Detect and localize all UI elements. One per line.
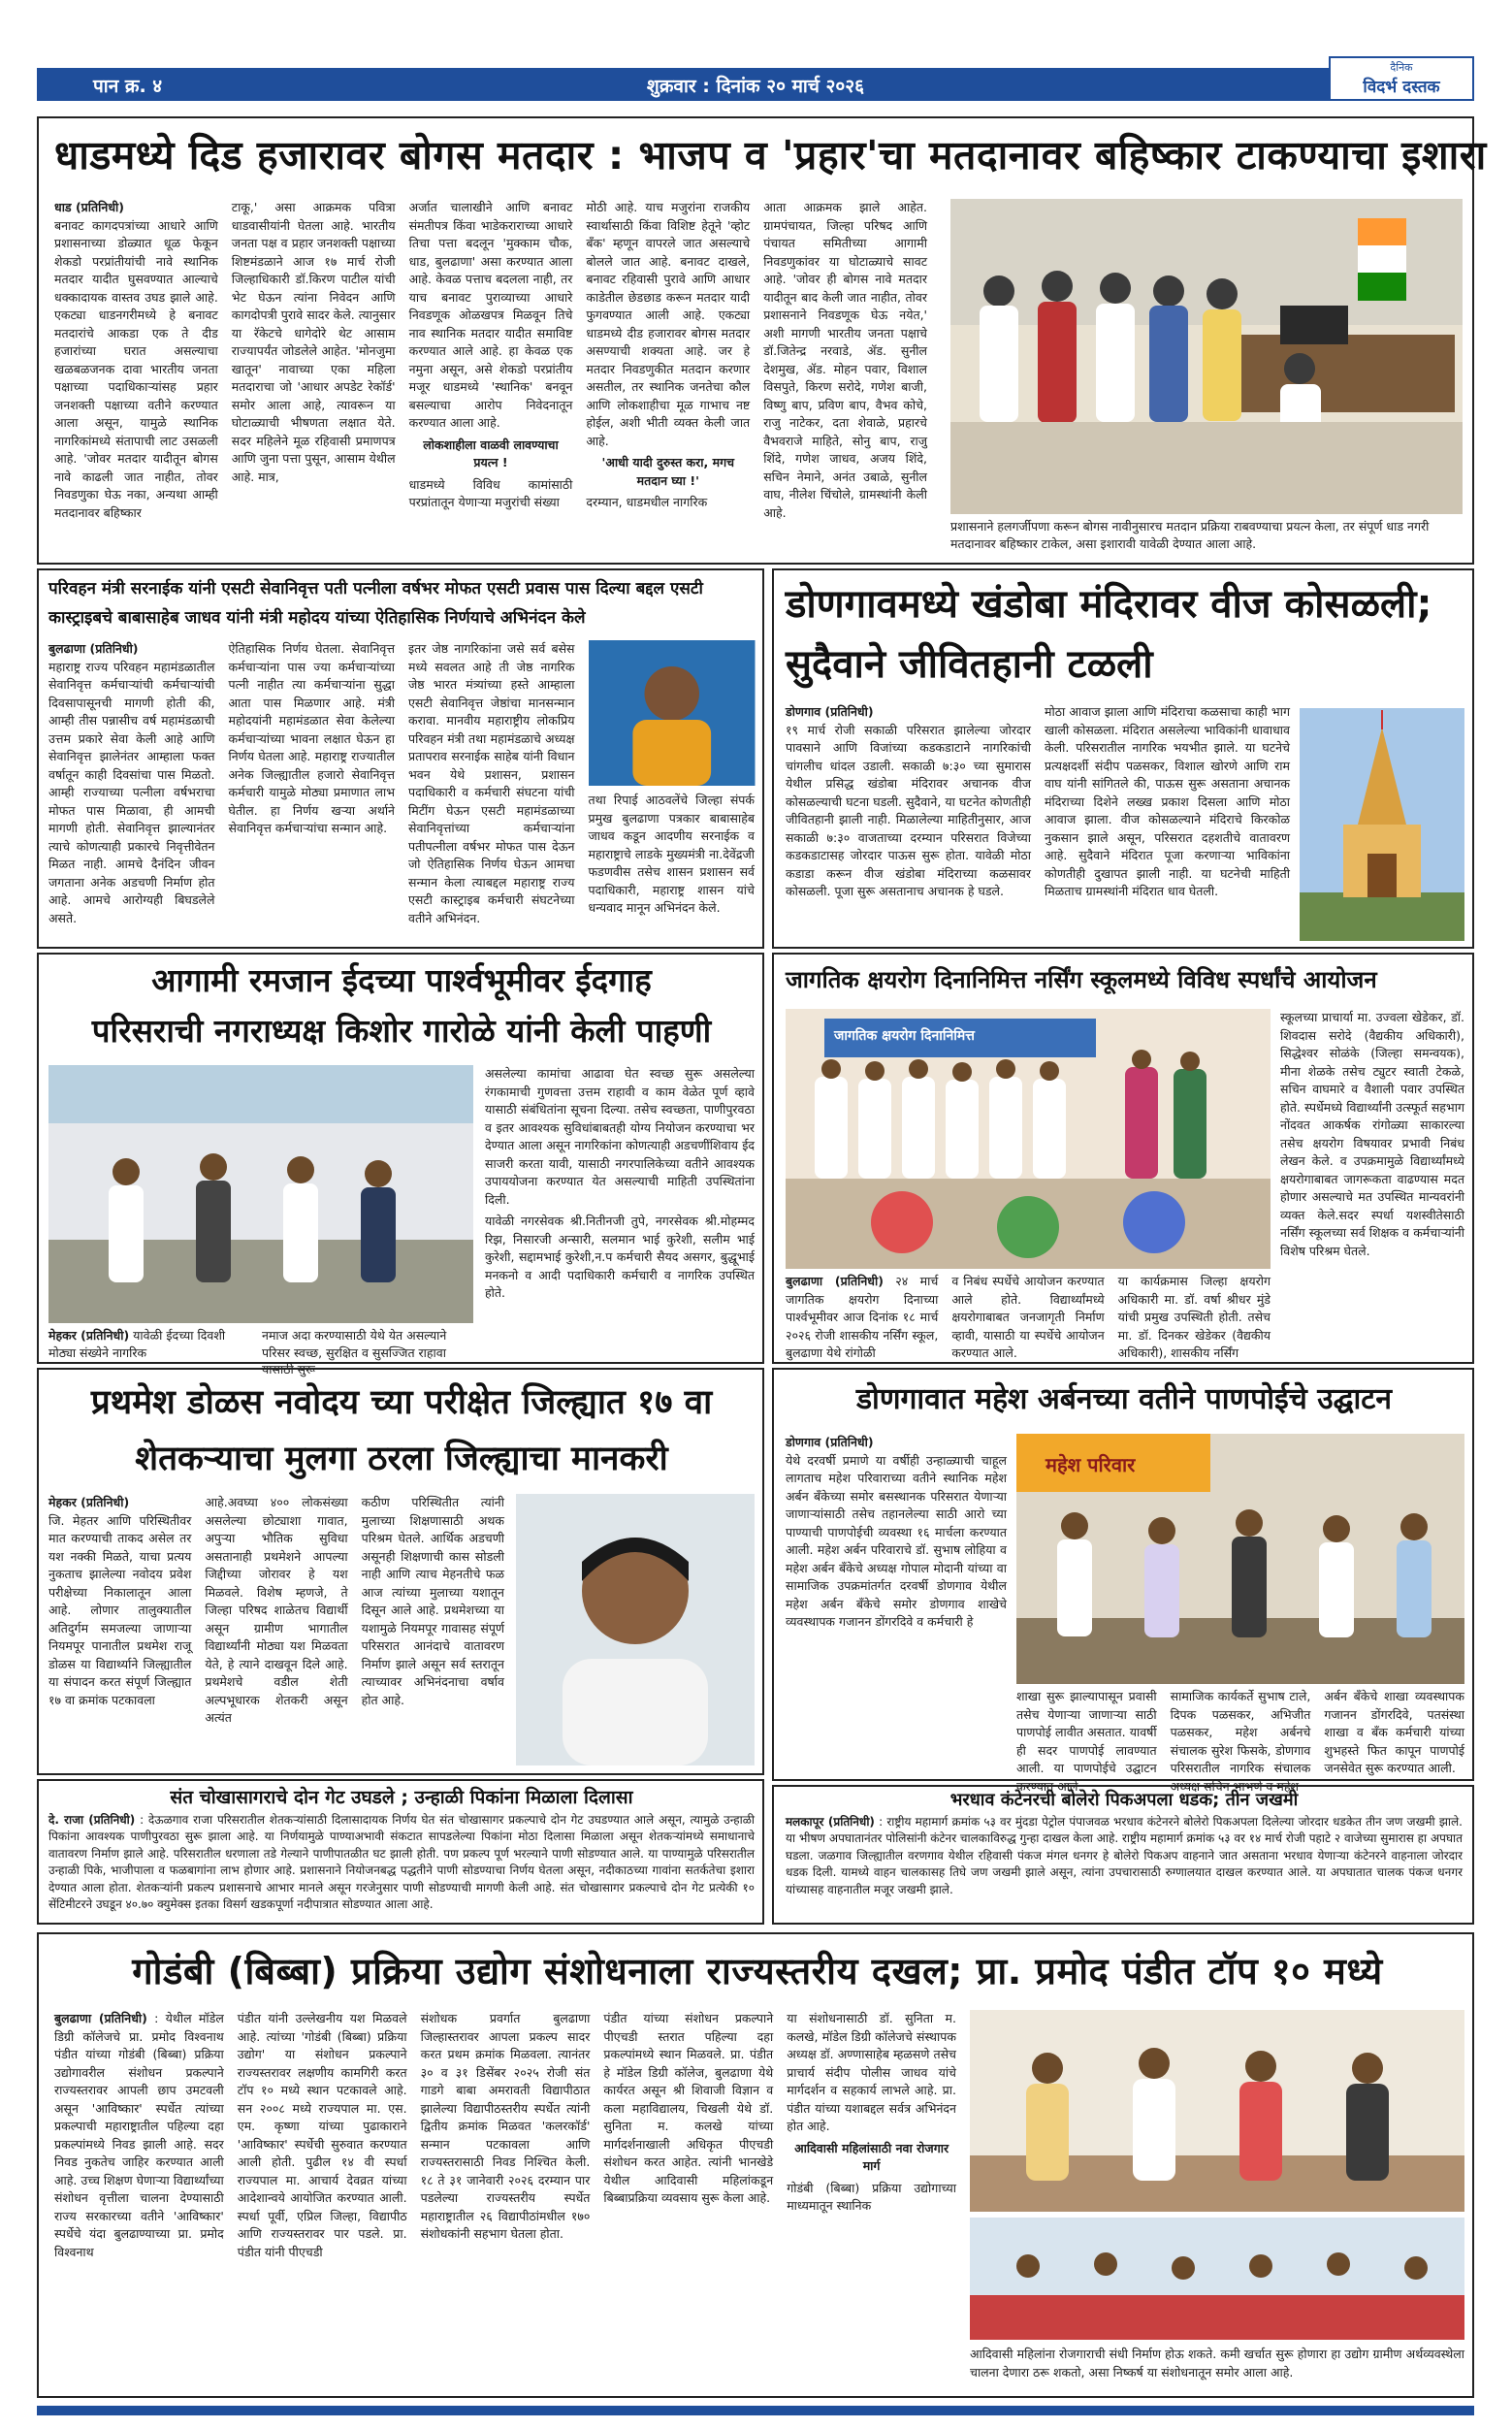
photo-nursing-students — [786, 1009, 1271, 1269]
headline-st-pass: परिवहन मंत्री सरनाईक यांनी एसटी सेवानिवृत्त पती पत्नीला वर्षभर मोफत एसटी प्रवास पास दिल्या बद्दल एसटी कास्ट्राइबचे बाबासाहेब जाधव यांनी मंत्री महोदय यांच्या ऐतिहासिक निर्णयाचे अभिनंदन केले — [48, 579, 703, 628]
headline-eidgah-line2: परिसराची नगराध्यक्ष किशोर गारोळे यांनी केली पाहणी — [91, 1012, 712, 1050]
dateline: डोणगाव (प्रतिनिधी) — [786, 1435, 874, 1449]
story-text: जि. मेहतर आणि परिस्थितीवर मात करण्याची ताकद असेल तर यश नक्की मिळते, याचा प्रत्यय नुकताच झालेल्या नवोदय प्रवेश परीक्षेच्या निकालातून आला आहे. लोणार तालुक्यातील अतिदुर्गम समजल्या जाणाऱ्या नियमपूर पानातील प्रथमेश राजू डोळस या विद्यार्थ्याने जिल्ह्यातील या संपादन करत संपूर्ण जिल्ह्यात १७ वा क्रमांक पटकावला — [48, 1512, 192, 1707]
story-text: अर्बन बँकेचे शाखा व्यवस्थापक गजानन डोंगरदिवे, पतसंस्था शाखा व बँक कर्मचारी यांच्या शुभहस्ते फित कापून पाणपोई जनसेवेत सुरू करण्यात आली. — [1324, 1689, 1464, 1775]
story-text: तथा रिपाई आठवलेंचे जिल्हा संपर्क प्रमुख बुलढाणा पत्रकार बाबासाहेब जाधव कडून आदणीय सरनाईक व महाराष्ट्राचे लाडके मुख्यमंत्री ना.देवेंद्रजी फडणवीस तसेच शासन प्रशासन सर्व पदाधिकारी, महाराष्ट्र शासन यांचे धन्यवाद मानून अभिनंदन केले. — [588, 793, 755, 915]
story5-col-4 — [1280, 1009, 1464, 1358]
story-text: आहे.अवघ्या ४०० लोकसंख्या असलेल्या छोट्याशा गावात, अपुऱ्या भौतिक सुविधा असतानाही प्रथमेशने आपल्या जिद्दीच्या जोरावर हे यश मिळवले. विशेष म्हणजे, ते जिल्हा परिषद शाळेतच विद्यार्थी असून ग्रामीण भागातील विद्यार्थ्यांनी मोठ्या यश मिळवता येते, हे त्याने दाखवून दिले आहे. प्रथमेशचे वडील शेती अल्पभूधारक शेतकरी असून अत्यंत — [205, 1495, 348, 1725]
story-text: २४ मार्च जागतिक क्षयरोग दिनाच्या पार्श्वभूमीवर आज दिनांक १८ मार्च २०२६ रोजी शासकीय नर्सिंग स्कूल, बुलढाणा येथे रांगोळी — [786, 1274, 939, 1360]
story-text: कठीण परिस्थितीत त्यांनी मुलाच्या शिक्षणासाठी अथक परिश्रम घेतले. आर्थिक अडचणी असूनही शिक्षणाची कास सोडली नाही आणि त्याच मेहनतीचे फळ आज त्यांच्या मुलाच्या यशातून दिसून आले आहे. प्रथमेशच्या या यशामुळे नियमपूर गावासह संपूर्ण परिसरात आनंदाचे वातावरण निर्माण झाले असून सर्व स्तरातून त्याच्यावर अभिनंदनाचा वर्षाव होत आहे. — [361, 1495, 504, 1707]
story1-col-1 — [54, 199, 218, 556]
footer-bar — [37, 2406, 1474, 2415]
story-text: सामाजिक कार्यकर्ते सुभाष टाले, दिपक पळसकर, अभिजीत पळसकर, महेश अर्बनचे संचालक सुरेश फिसके, डोणगाव परिसरातील नागरिक संचालक अध्यक्ष सचिन भाभणे व महेश — [1170, 1689, 1311, 1794]
story5-side-column — [1280, 1009, 1464, 1358]
story-text: स्कूलच्या प्राचार्या मा. उज्वला खेडेकर, डॉ. शिवदास सरोदे (वैद्यकीय अधिकारी), सिद्धेश्वर सोळंके (जिल्हा समन्वयक), मीना शेळके तसेच ट्युटर स्वाती टेकळे, सचिन वाघमारे व वैशाली पवार उपस्थित होते. स्पर्धेमध्ये विद्यार्थ्यांनी उत्स्फूर्त सहभाग नोंदवत आकर्षक रांगोळ्या साकारल्या तसेच क्षयरोग विषयावर प्रभावी निबंध लेखन केले. व उपक्रमामुळे विद्यार्थ्यांमध्ये क्षयरोगाबाबत जागरूकता वाढण्यास मदत होणार असल्याचे मत उपस्थित मान्यवरांनी व्यक्त केले.सदर स्पर्धा यशस्वीतेसाठी नर्सिंग स्कूलच्या सर्व शिक्षक व कर्मचाऱ्यांनी विशेष परिश्रम घेतले. — [1280, 1010, 1464, 1258]
story8-col-2 — [1016, 1688, 1157, 1799]
photo-panpoi-inauguration — [1016, 1434, 1464, 1684]
subheading: आदिवासी महिलांसाठी नवा रोजगार मार्ग — [794, 2140, 949, 2173]
dateline: बुलढाणा (प्रतिनिधी) — [786, 1274, 884, 1288]
caption-text: यावेळी ईदच्या दिवशी मोठ्या संख्येने नागरिक — [48, 1328, 226, 1360]
story2-col-4 — [589, 640, 756, 941]
dateline: बुलढाणा (प्रतिनिधी) — [54, 2011, 147, 2025]
dateline: बुलढाणा (प्रतिनिधी) — [48, 641, 139, 656]
headline-lightning: डोणगावमध्ये खंडोबा मंदिरावर वीज कोसळली; सुदैवाने जीवितहानी टळली — [786, 582, 1432, 687]
story2-columns — [48, 640, 755, 941]
photo-banner-text: जागतिक क्षयरोग दिनानिमित्त — [834, 1028, 975, 1044]
story6-columns — [48, 1494, 504, 1765]
story-text: : राष्ट्रीय महामार्ग क्रमांक ५३ वर मुंदडा पेट्रोल पंपाजवळ भरधाव कंटेनरने बोलेरो पिकअपला दिलेल्या जोरदार धडकेत तीन जण जखमी झाले. या भीषण अपघातानंतर पोलिसांनी कंटेनर चालकाविरुद्ध गुन्हा दाखल केला आहे. राष्ट्रीय महामार्ग क्रमांक ५३ वर १४ मार्च रोजी पहाटे २ वाजेच्या सुमारास हा अपघात घडला. जळगाव जिल्ह्यातील वरणगाव येथील रहिवासी पंकज मंगल धनगर हे बोलेरो पिकअप वाहनाने जात असताना भरधाव येणाऱ्या कंटेनरने वाहनाला जोरदार धडक दिली. यामध्ये वाहन चालकासह तिघे जण जखमी झाले असून, त्यांना उपचारासाठी रुग्णालयात दाखल करण्यात आले. या अपघातात चालक पंकज धनगर यांच्यासह वाहनातील मजूर जखमी झाले. — [786, 1815, 1463, 1896]
subheading: 'आधी यादी दुरुस्त करा, मगच मतदान घ्या !' — [601, 455, 735, 488]
story8-left-column — [786, 1434, 1007, 1773]
photo-babasaheb-jadhav — [589, 640, 756, 786]
story1-col-5 — [763, 199, 927, 556]
story9-text-block — [786, 1814, 1463, 1921]
story-text: ऐतिहासिक निर्णय घेतला. सेवानिवृत्त कर्मचाऱ्यांना पास ज्या कर्मचाऱ्यांच्या पत्नी नाहीत त्या कर्मचाऱ्यांना सुद्धा आता पास मिळणार आहे. मंत्री महोदयांनी महामंडळात सेवा केलेल्या कर्मचाऱ्यांच्या भावना लक्षात घेऊन हा निर्णय घेतला आहे. महाराष्ट्र राज्यातील अनेक जिल्ह्यातील हजारो सेवानिवृत्त कर्मचारी यामुळे मोठ्या प्रमाणात लाभ घेतील. हा निर्णय खऱ्या अर्थाने सेवानिवृत्त कर्मचाऱ्यांचा सन्मान आहे. — [228, 641, 395, 835]
story-text: बनावट कागदपत्रांच्या आधारे आणि प्रशासनाच्या डोळ्यात धूळ फेकून शेकडो परप्रांतीयांची नावे स्थानिक मतदार यादीत घुसवण्यात आल्याचे धक्कादायक वास्तव उघड झाले आहे. एकट्या धाडनगरीमध्ये हे बनावट मतदारांचे आकडा एक ते दीड हजारांच्या घरात असल्याचा खळबळजनक दावा भारतीय जनता पक्षाच्या पदाधिकाऱ्यांसह प्रहार जनशक्ती पक्षाच्या वतीने करण्यात आला असून, यामुळे स्थानिक नागरिकांमध्ये संतापाची लाट उसळली आहे. 'जोवर मतदार यादीतून बोगस नावे काढली जात नाहीत, तोवर निवडणुका घेऊ नका, अन्यथा आम्ही मतदानावर बहिष्कार — [54, 217, 218, 520]
story6-col-1 — [48, 1494, 191, 1765]
story-text: या कार्यक्रमास जिल्हा क्षयरोग अधिकारी मा. डॉ. वर्षा श्रीधर मुंडे यांची प्रमुख उपस्थिती होती. तसेच मा. डॉ. दिनकर खेडेकर (वैद्यकीय अधिकारी), शासकीय नर्सिंग — [1117, 1274, 1271, 1360]
story1-col-3 — [409, 199, 573, 556]
story5-col-2 — [951, 1273, 1104, 1367]
story8-col-1 — [786, 1434, 1007, 1773]
story10-columns — [54, 2010, 956, 2388]
story5-col-1 — [786, 1273, 938, 1367]
story6-col-2 — [205, 1494, 347, 1765]
story-text: आता आक्रमक झाले आहेत. ग्रामपंचायत, जिल्हा परिषद आणि पंचायत समितीच्या आगामी निवडणुकांवर या घोटाळ्याचे सावट आहे. 'जोवर ही बोगस नावे मतदार यादीतून बाद केली जात नाहीत, तोवर प्रशासनाने निवडणूक घेऊ नयेत,' अशी मागणी भारतीय जनता पक्षाचे डॉ.जितेन्द्र नरवाडे, ॲड. सुनील देशमुख, ॲड. मोहन पवार, विशाल विसपुते, किरण सरोदे, गणेश बाजी, विष्णु बाप, प्रविण बाप, वैभव कोचे, राजु नाटेकर, दता शेवाळे, प्रहारचे वैभवराजे माहिते, सोनु बाप, राजु शिंदे, गणेश जाधव, अजय शिंदे, सचिन नेमाने, अनंत उबाळे, सुनील वाघ, नीलेश चिंचोले, ग्रामस्थांनी केली आहे. — [763, 200, 927, 520]
headline-tb-day: जागतिक क्षयरोग दिनानिमित्त नर्सिंग स्कूलमध्ये विविध स्पर्धांचे आयोजन — [786, 966, 1377, 993]
story5-col-3 — [1118, 1273, 1271, 1367]
story2-col-3 — [408, 640, 575, 941]
story4-dateline-caption — [48, 1327, 248, 1360]
story3-col-2 — [1045, 703, 1290, 941]
story-text: दरम्यान, धाडमधील नागरिक — [586, 495, 708, 509]
story-text: : येथील मॉडेल डिग्री कॉलेजचे प्रा. प्रमोद विश्वनाथ पंडीत यांच्या गोडंबी (बिब्बा) प्रक्रिया उद्योगावरील संशोधन प्रकल्पाने राज्यस्तरावर आपली छाप उमटवली असून 'आविष्कार' स्पर्धेत त्यांच्या प्रकल्पाची महाराष्ट्रातील पहिल्या दहा प्रकल्पांमध्ये निवड झाली आहे. सदर निवड नुकतेच जाहिर करण्यात आली आहे. उच्च शिक्षण घेणाऱ्या विद्यार्थ्यांच्या संशोधन वृत्तीला चालना देण्यासाठी राज्य सरकारच्या वतीने 'आविष्कार' स्पर्धेचे यंदा बुलढाण्याच्या प्रा. प्रमोद विश्वनाथ — [54, 2011, 224, 2259]
story-text: मोठी आहे. याच मजुरांना राजकीय स्वार्थासाठी किंवा विशिष्ट हेतूने 'व्होट बँक' म्हणून वापरले जात असल्याचे बोलले जात आहे. बनावट दाखले, बनावट रहिवासी पुरावे आणि आधार काडेतील छेडछाड करून मतदार यादी फुगवण्यात आली आहे. एकट्या धाडमध्ये दीड हजारावर बोगस मतदार असण्याची शक्यता आहे. जर हे मतदार निवडणुकीत मतदान करणार असतील, तर स्थानिक जनतेचा कौल आणि लोकशाहीचा मूळ गाभाच नष्ट होईल, अशी भीती व्यक्त केली जात आहे. — [586, 200, 751, 448]
story1-col-2 — [232, 199, 396, 556]
story2-col-1 — [48, 640, 215, 941]
headline-godambi: गोडंबी (बिब्बा) प्रक्रिया उद्योग संशोधनाला राज्यस्तरीय दखल; प्रा. प्रमोद पंडीत टॉप १० मध्ये — [132, 1950, 1383, 1992]
photo-delegation-office — [950, 199, 1463, 514]
story-text: १९ मार्च रोजी सकाळी परिसरात झालेल्या जोरदार पावसाने आणि विजांच्या कडकडाटाने नागरिकांची चांगलीच धांदल उडाली. सकाळी ७:३० च्या सुमारास येथील प्रसिद्ध खंडोबा मंदिरावर अचानक वीज कोसळल्याची घटना घडली. सुदैवाने, या घटनेत कोणतीही जीवितहानी झाली नाही. मिळालेल्या माहितीनुसार, आज सकाळी ७:३० वाजताच्या दरम्यान परिसरात विजेच्या कडकडाटासह जोरदार पाऊस सुरू होता. यावेळी मोठा कडाडा करून वीज खंडोबा मंदिराच्या कळसावर कोसळली. पूजा सुरू असतानाच अचानक हे घडले. — [786, 722, 1031, 898]
dateline: धाड (प्रतिनिधी) — [54, 200, 124, 214]
story7-text-block — [48, 1812, 755, 1919]
story-text: अर्जात चालाखीने आणि बनावट संमतीपत्र किंवा भाडेकराराच्या आधारे तिचा पत्ता बदलून 'मुक्काम चौक, धाड, बुलढाणा' असा करण्यात आला आहे. केवळ पत्ताच बदलला नाही, तर याच बनावट पुराव्याच्या आधारे निवडणूक ओळखपत्र मिळवून तिचे नाव स्थानिक मतदार यादीत समाविष्ट करण्यात आले आहे. हा केवळ एक नमुना असून, असे शेकडो परप्रांतीय मजूर धाडमध्ये 'स्थानिक' बनवून बसल्याचा आरोप निवेदनातून करण्यात आला आहे. — [408, 200, 573, 430]
story10-col-5 — [787, 2010, 956, 2388]
story3-col-1 — [786, 703, 1031, 941]
story-text: व निबंध स्पर्धेचे आयोजन करण्यात आले होते. विद्यार्थ्यांमध्ये क्षयरोगाबाबत जनजागृती निर्माण व्हावी, यासाठी या स्पर्धेचे आयोजन करण्यात आले. — [951, 1274, 1105, 1360]
photo-prathamesh-dolas — [516, 1494, 755, 1765]
headline-container-accident: भरधाव कंटेनरची बोलेरो पिकअपला धडक; तीन जखमी — [949, 1790, 1299, 1810]
story4-caption-2: नमाज अदा करण्यासाठी येथे येत असल्याने परिसर स्वच्छ, सुरक्षित व सुसज्जित राहावा यासाठी सुरू — [262, 1328, 447, 1376]
story5-columns — [786, 1273, 1271, 1358]
story-text: या संशोधनासाठी डॉ. सुनिता म. कलखे, मॉडेल डिग्री कॉलेजचे संस्थापक अध्यक्ष डॉ. अण्णासाहेब म्हळसणे तसेच प्राचार्य संदीप पोलीस जाधव यांचे मार्गदर्शन व सहकार्य लाभले आहे. प्रा. पंडीत यांच्या यशाबद्दल सर्वत्र अभिनंदन होत आहे. — [787, 2011, 956, 2133]
story8-col-3 — [1171, 1688, 1311, 1799]
story1-columns — [54, 199, 927, 556]
headline-eidgah-line1: आगामी रमजान ईदच्या पार्श्वभूमीवर ईदगाह — [151, 961, 652, 999]
story-text: आदिवासी महिलांना रोजगाराची संधी निर्माण होऊ शकते. कमी खर्चात सुरू होणारा हा उद्योग ग्रामीण अर्थव्यवस्थेला चालना देणारा ठरू शकतो, असा निष्कर्ष या संशोधनातून समोर आला आहे. — [970, 2347, 1464, 2380]
photo-eidgah-inspection — [48, 1065, 473, 1323]
headline-bogus-voters: धाडमध्ये दिड हजारावर बोगस मतदार : भाजप व 'प्रहार'चा मतदानावर बहिष्कार टाकण्याचा इशारा — [54, 132, 1487, 178]
story1-col-4 — [586, 199, 750, 556]
photo-godambi-felicitation — [970, 2010, 1464, 2212]
story10-col-1 — [54, 2010, 224, 2388]
issue-date: शुक्रवार : दिनांक २० मार्च २०२६ — [646, 76, 865, 97]
story2-col-2 — [229, 640, 396, 941]
story10-col-4 — [603, 2010, 773, 2388]
story-text: पंडीत यांनी उल्लेखनीय यश मिळवले आहे. त्यांच्या 'गोडंबी (बिब्बा) प्रक्रिया उद्योग' या संशोधन प्रकल्पाने राज्यस्तरावर लक्षणीय कामगिरी करत टॉप १० मध्ये स्थान पटकावले आहे. सन २००८ मध्ये राज्यपाल मा. एस. एम. कृष्णा यांच्या पुढाकाराने 'आविष्कार' स्पर्धेची सुरुवात करण्यात आली होती. पुढील १४ वी स्पर्धा राज्यपाल मा. आचार्य देवव्रत यांच्या आदेशान्वये आयोजित करण्यात आली. स्पर्धा पूर्वी, एप्रिल जिल्हा, विद्यापीठ आणि राज्यस्तरावर पार पडले. प्रा. पंडीत यांनी पीएचडी — [237, 2011, 407, 2259]
page-number: पान क्र. ४ — [93, 76, 163, 97]
story8-bottom-columns — [1016, 1688, 1464, 1794]
photo-khandoba-temple — [1300, 708, 1464, 941]
story8-col-4 — [1324, 1688, 1464, 1799]
story-text: पंडीत यांच्या संशोधन प्रकल्पाने पीएचडी स्तरात पहिल्या दहा प्रकल्पांमध्ये स्थान मिळवले. प्रा. पंडीत हे मॉडेल डिग्री कॉलेज, बुलढाणा येथे कार्यरत असून श्री शिवाजी विज्ञान व कला महाविद्यालय, चिखली येथे डॉ. सुनिता म. कलखे यांच्या मार्गदर्शनाखाली अधिकृत पीएचडी संशोधन करत आहेत. त्यांनी भानखेडे येथील आदिवासी महिलांकडून बिब्बाप्रक्रिया व्यवसाय सुरू केला आहे. — [603, 2011, 774, 2205]
story-text: असलेल्या कामांचा आढावा घेत स्वच्छ सुरू असलेल्या रंगकामाची गुणवत्ता उत्तम राहावी व काम वेळेत पूर्ण व्हावे यासाठी संबंधितांना सूचना दिल्या. तसेच स्वच्छता, पाणीपुरवठा व इतर आवश्यक सुविधांबाबतही योग्य नियोजन करण्याचा भर देण्यात आला असून नागरिकांना कोणत्याही अडचणींशिवाय ईद साजरी करता यावी, यासाठी नगरपालिकेच्या वतीने आवश्यक उपाययोजना करण्यात येत असल्याची माहिती उपस्थितांना दिली. — [485, 1066, 755, 1207]
story-text: संशोधक प्रवर्गात बुलढाणा जिल्हास्तरावर आपला प्रकल्प सादर करत प्रथम क्रमांक मिळवला. त्यानंतर ३० व ३१ डिसेंबर २०२५ रोजी संत गाडगे बाबा अमरावती विद्यापीठात झालेल्या विद्यापीठस्तरीय स्पर्धेत त्यांनी द्वितीय क्रमांक मिळवत 'कलरकॉर्ड' सन्मान पटकावला आणि राज्यस्तरासाठी निवड निश्चित केली. १८ ते ३१ जानेवारी २०२६ दरम्यान पार पडलेल्या राज्यस्तरीय स्पर्धेत महाराष्ट्रातील २६ विद्यापीठांमधील १७० संशोधकांनी सहभाग घेतला होता. — [420, 2011, 591, 2241]
story-text: इतर जेष्ठ नागरिकांना जसे सर्व बसेस मध्ये सवलत आहे ती जेष्ठ नागरिक जेष्ठ भारत मंत्र्यांच्या हस्ते आम्हाला एसटी सेवानिवृत्त जेष्ठांचा मानसन्मान करावा. मानवीय महाराष्ट्रीय लोकप्रिय परिवहन मंत्री तथा महामंडळाचे अध्यक्ष प्रतापराव सरनाईक साहेब यांनी विधान भवन येथे प्रशासन, प्रशासन पदाधिकारी व कर्मचारी संघटना यांची मिटींग घेऊन एसटी महामंडळाच्या सेवानिवृत्तांच्या कर्मचाऱ्यांना पतीपत्नीला वर्षभर मोफत पास देऊन जो ऐतिहासिक निर्णय घेऊन आमचा सन्मान केला त्याबद्दल महाराष्ट्र राज्य एसटी कास्ट्राइब कर्मचारी संघटनेच्या वतीने अभिनंदन. — [408, 641, 575, 925]
headline-chokhasagar: संत चोखासागराचे दोन गेट उघडले ; उन्हाळी पिकांना मिळाला दिलासा — [170, 1787, 633, 1808]
newspaper-logo — [1329, 56, 1474, 101]
story4-col-1 — [485, 1065, 755, 1358]
story-text: गोडंबी (बिब्बा) प्रक्रिया उद्योगाच्या माध्यमातून स्थानिक — [787, 2180, 956, 2213]
photo-tribal-women-workshop — [970, 2218, 1464, 2340]
story-text: येथे दरवर्षी प्रमाणे या वर्षीही उन्हाळ्याची चाहूल लागताच महेश परिवाराच्या वतीने स्थानिक महेश अर्बन बँकेच्या समोर बसस्थानक परिसरात येणाऱ्या जाणाऱ्यांसाठी तसेच तहानलेल्या साठी आरो च्या पाण्याची पाणपोईची व्यवस्था १६ मार्चला करण्यात आली. महेश अर्बन परिवाराचे डॉ. सुभाष लोहिया व महेश अर्बन बँकेचे अध्यक्ष गोपाल मोदानी यांच्या वा सामाजिक उपक्रमांतर्गत दरवर्षी डोणगाव येथील महेश अर्बन बँकेचे समोर डोणगाव शाखेचे व्यवस्थापक गजानन डोंगरदिवे व कर्मचारी हे — [786, 1452, 1007, 1629]
headline-panpoi: डोणगावात महेश अर्बनच्या वतीने पाणपोईचे उद्घाटन — [856, 1382, 1392, 1416]
dateline: दे. राजा (प्रतिनिधी) — [48, 1813, 136, 1827]
story4-columns — [485, 1065, 755, 1358]
dateline: मलकापूर (प्रतिनिधी) — [786, 1815, 875, 1829]
story-text: धाडमध्ये विविध कामांसाठी परप्रांतातून येणाऱ्या मजुरांची संख्या — [408, 476, 573, 509]
story6-col-3 — [362, 1494, 504, 1765]
story-text: महाराष्ट्र राज्य परिवहन महामंडळातील सेवानिवृत्त कर्मचाऱ्यांची कर्मचाऱ्यांची दिवसापासूनची मागणी होती की, आम्ही तीस पन्नासीच वर्ष महामंडळाची उत्तम प्रकारे सेवा केली आहे आणि सेवानिवृत्त झालेनंतर आम्हाला फक्त वर्षातून काही दिवसांचा पास मिळतो. आम्ही राज्याच्या पत्नीला वर्षभराचा मोफत पास मिळावा, ही आमची मागणी होती. सेवानिवृत्त झाल्यानंतर त्याचे कोणत्याही प्रकारचे निवृत्तीवेतन मिळत नाही. आमचे दैनंदिन जीवन जगताना अनेक अडचणी निर्माण होत आहे. आमचे आरोग्यही बिघडलेले असते. — [48, 659, 215, 925]
brand-name: विदर्भ दस्तक — [1363, 78, 1440, 97]
headline-navodaya-line1: प्रथमेश डोळस नवोदय च्या परीक्षेत जिल्ह्यात १७ वा — [90, 1383, 713, 1422]
story10-photo-caption — [970, 2346, 1464, 2392]
story10-col-2 — [238, 2010, 407, 2388]
subheading: लोकशाहीला वाळवी लावण्याचा प्रयत्न ! — [423, 437, 559, 470]
story-text: टाकू,' असा आक्रमक पवित्रा धाडवासीयांनी घेतला आहे. भारतीय जनता पक्ष व प्रहार जनशक्ती पक्षाच्या शिष्टमंडळाने आज १७ मार्च रोजी जिल्हाधिकारी डॉ.किरण पाटील यांची भेट घेऊन त्यांना निवेदन आणि कागदोपत्री पुरावे सादर केले. त्यानुसार या रॅकेटचे धागेदोरे थेट आसाम राज्यापर्यंत जोडलेले आहेत. 'मोनजुमा खातून' नावाच्या एका महिला मतदाराचा जो 'आधार अपडेट रेकॉर्ड' समोर आला आहे, त्यावरून या घोटाळ्याची भीषणता लक्षात येते. सदर महिलेने मूळ रहिवासी प्रमाणपत्र आणि जुना पत्ता पुसून, आसाम येथील आहे. मात्र, — [231, 200, 396, 484]
story-text: यावेळी नगरसेवक श्री.नितीनजी तुपे, नगरसेवक श्री.मोहम्मद रिझ, निसारजी अन्सारी, सलमान भाई कुरेशी, सलीम भाई कुरेशी, सद्दामभाई कुरेशी,न.प कर्मचारी सैयद असगर, बुद्धूभाई मनकनो व आदी पदाधिकारी कर्मचारी व नागरिक उपस्थित होते. — [485, 1214, 755, 1300]
story10-col-3 — [421, 2010, 591, 2388]
masthead-bar — [37, 61, 1474, 101]
story-text: शाखा सुरू झाल्यापासून प्रवासी तसेच येणाऱ्या जाणाऱ्या साठी पाणपोई लावीत असतात. यावर्षी ही सदर पाणपोई लावण्यात आली. या पाणपोईचे उद्घाटन करण्यात आले. — [1016, 1689, 1157, 1794]
headline-navodaya-line2: शेतकऱ्याचा मुलगा ठरला जिल्ह्याचा मानकरी — [135, 1440, 668, 1478]
story-text: मोठा आवाज झाला आणि मंदिराचा कळसाचा काही भाग खाली कोसळला. मंदिरात असलेल्या भाविकांनी धावाधाव केली. परिसरातील नागरिक भयभीत झाले. या घटनेचे प्रत्यक्षदर्शी संदीप पळसकर, विशाल खोरणे आणि राम वाघ यांनी सांगितले की, पाऊस सुरू असताना अचानक मंदिराच्या दिशेने लख्ख प्रकाश दिसला आणि मोठा आवाज झाला. वीज कोसळल्याने मंदिराचे किरकोळ नुकसान झाले असून, परिसरात दहशतीचे वातावरण आहे. सुदैवाने मंदिरात पूजा करणाऱ्या भाविकांना कोणतीही दुखापत झाली नाही. या घटनेची माहिती मिळताच ग्रामस्थांनी मंदिरात धाव घेतली. — [1045, 704, 1290, 898]
story3-columns — [786, 703, 1290, 941]
dateline: मेहकर (प्रतिनिधी) — [48, 1328, 130, 1343]
story-text: : देऊळगाव राजा परिसरातील शेतकऱ्यांसाठी दिलासादायक निर्णय घेत संत चोखासागर प्रकल्पाचे दोन गेट उघडण्यात आले असून, त्यामुळे उन्हाळी पिकांना आवश्यक पाणीपुरवठा सुरू झाला आहे. या निर्णयामुळे पाण्याअभावी संकटात सापडलेल्या पिकांना मोठा दिलासा मिळाला असून शेतकऱ्यांमध्ये समाधानाचे वातावरण निर्माण झाले आहे. परिसरातील धरणाला तडे गेल्याने पाणीपातळीत घट झाली होती. पण प्रकल्प पूर्ण भरल्याने पाणी सोडण्यात आले. या पाण्यामुळे परिसरातील उन्हाळी पिके, भाजीपाला व फळबागांना लाभ होणार आहे. प्रशासनाने नियोजनबद्ध पद्धतीने पाणी सोडण्याचा निर्णय घेतला असून, नदीकाठच्या गावांना सतर्कतेचा इशारा देण्यात आला होता. शेतकऱ्यांनी प्रकल्प प्रशासनाचे आभार मानले असून गरजेनुसार पाणी सोडण्याची मागणी केली आहे. संत चोखासागर प्रकल्पाचे दोन गेट प्रत्येकी १० सेंटिमीटरने उघडून ४०.७० क्युमेक्स इतका विसर्ग खडकपूर्णा नदीपात्रात सोडण्यात आला आहे. — [48, 1813, 755, 1911]
photo-caption: प्रशासनाने हलगर्जीपणा करून बोगस नावीनुसारच मतदान प्रक्रिया राबवण्याचा प्रयत्न केला, तर संपूर्ण धाड नगरी मतदानावर बहिष्कार टाकेल, असा इशारावी यावेळी देण्यात आला आहे. — [950, 519, 1430, 551]
dateline: मेहकर (प्रतिनिधी) — [48, 1495, 130, 1509]
dateline: डोणगाव (प्रतिनिधी) — [786, 704, 874, 719]
brand-tagline: दैनिक — [1390, 61, 1413, 74]
photo-banner-text: महेश परिवार — [1046, 1453, 1136, 1476]
